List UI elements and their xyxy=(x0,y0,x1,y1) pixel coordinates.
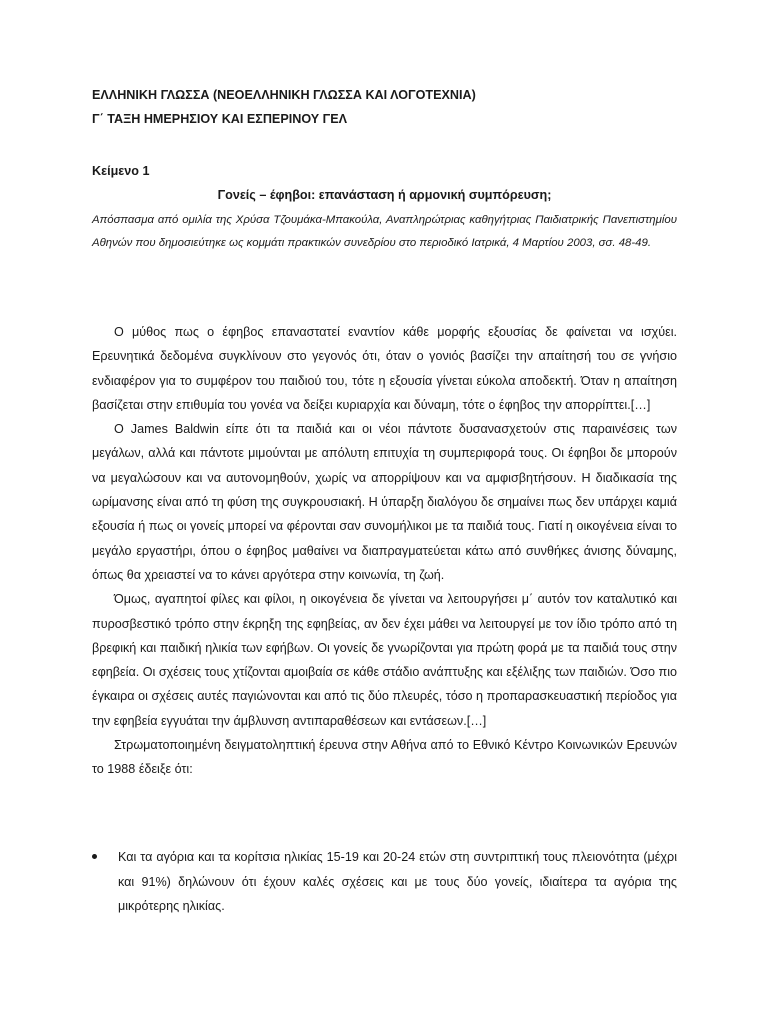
paragraph: Όμως, αγαπητοί φίλες και φίλοι, η οικογένεια δε γίνεται να λειτουργήσει μ΄ αυτόν τον καταλυτικό και πυροσβεστικό τρόπο στην έκρηξη της εφηβείας, αν δεν έχει μάθει να λειτουργεί με τον ίδιο τρόπο από τη βρεφική και παιδική ηλικία των εφήβων. Οι γονείς δε γνωρίζονται για πρώτη φορά με τα παιδιά τους στην εφηβεία. Οι σχέσεις τους χτίζονται αμοιβαία σε κάθε στάδιο ανάπτυξης και εξέλιξης των παιδιών. Όσο πιο έγκαιρα οι σχέσεις αυτές παγιώνονται και από τις δύο πλευρές, τόσο η προπαρασκευαστική περίοδος για την εφηβεία εγγυάται την άμβλυνση αντιπαραθέσεων και εντάσεων.[…] xyxy=(92,592,677,728)
list-item-text: Και τα αγόρια και τα κορίτσια ηλικίας 15-19 και 20-24 ετών στη συντριπτική τους πλειονότητα (μέχρι και 91%) δηλώνουν ότι έχουν καλές σχέσεις και με τους δύο γονείς, ιδιαίτερα τα αγόρια της μικρότερης ηλικίας. xyxy=(118,850,677,913)
paragraph: Ο James Baldwin είπε ότι τα παιδιά και οι νέοι πάντοτε δυσανασχετούν στις παραινέσεις των μεγάλων, αλλά και πάντοτε μιμούνται με απόλυτη επιτυχία τη συμπεριφορά τους. Οι έφηβοι δε μπορούν να μεγαλώσουν και να αυτονομηθούν, χωρίς να απορρίψουν και να αμφισβητήσουν. Η διαδικασία της ωρίμανσης είναι από τη φύση της συγκρουσιακή. Η ύπαρξη διαλόγου δε σημαίνει πως δεν υπάρχει καμιά εξουσία ή πως οι γονείς μπορεί να φέρονται σαν συνομήλικοι με τα παιδιά τους. Γιατί η οικογένεια είναι το μεγάλο εργαστήρι, όπου ο έφηβος μαθαίνει να διαπραγματεύεται κάτω από συνθήκες άνισης δύναμης, όπως θα χρειαστεί να το κάνει αργότερα στην κοινωνία, τη ζωή. xyxy=(92,422,677,582)
subject-heading: ΕΛΛΗΝΙΚΗ ΓΛΩΣΣΑ (ΝΕΟΕΛΛΗΝΙΚΗ ΓΛΩΣΣΑ ΚΑΙ ΛΟΓΟΤΕΧΝΙΑ) xyxy=(92,88,476,102)
list-item xyxy=(92,845,677,919)
paragraph: Ο μύθος πως ο έφηβος επαναστατεί εναντίον κάθε μορφής εξουσίας δε φαίνεται να ισχύει. Ερευνητικά δεδομένα συγκλίνουν στο γεγονός ότι, όταν ο γονιός βασίζει την απαίτησή του σε γνήσιο ενδιαφέρον για το συμφέρον του παιδιού του, τότε η εξουσία γίνεται εύκολα αποδεκτή. Όταν η απαίτηση βασίζεται στην επιθυμία του γονέα να δείξει κυριαρχία και δύναμη, τότε ο έφηβος την απορρίπτει.[…] xyxy=(92,325,677,412)
body-text xyxy=(92,320,677,782)
class-heading: Γ΄ ΤΑΞΗ ΗΜΕΡΗΣΙΟΥ ΚΑΙ ΕΣΠΕΡΙΝΟΥ ΓΕΛ xyxy=(92,112,348,126)
text-label: Κείμενο 1 xyxy=(92,164,150,178)
findings-list xyxy=(92,845,677,919)
text-title: Γονείς – έφηβοι: επανάσταση ή αρμονική συμπόρευση; xyxy=(217,188,552,202)
bullet-icon xyxy=(92,854,97,859)
paragraph: Στρωματοποιημένη δειγματοληπτική έρευνα στην Αθήνα από το Εθνικό Κέντρο Κοινωνικών Ερευνών το 1988 έδειξε ότι: xyxy=(92,738,677,777)
source-note: Απόσπασμα από ομιλία της Χρύσα Τζουμάκα-Μπακούλα, Αναπληρώτριας καθηγήτριας Παιδιατρικής Πανεπιστημίου Αθηνών που δημοσιεύτηκε ως κομμάτι πρακτικών συνεδρίου στο περιοδικό Ιατρικά, 4 Μαρτίου 2003, σσ. 48-49. xyxy=(92,214,677,249)
